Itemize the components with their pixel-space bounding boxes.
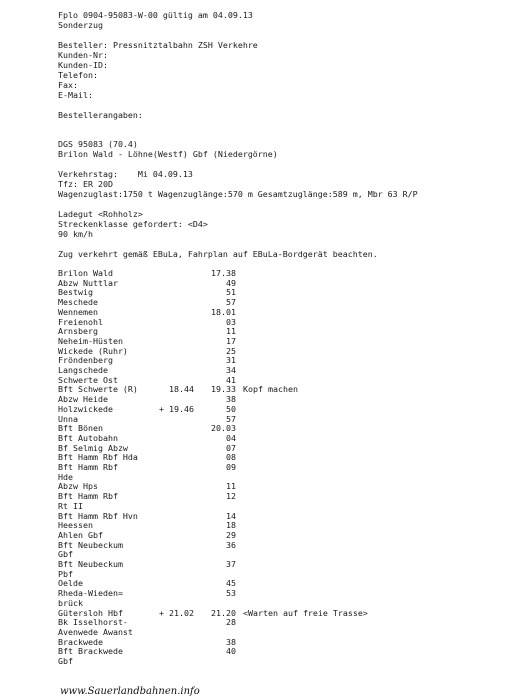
ebula-note: Zug verkehrt gemäß EBuLa, Fahrplan auf EBuLa-Bordgerät beachten. — [58, 249, 378, 259]
footer-watermark: www.Sauerlandbahnen.info — [60, 686, 200, 697]
stop-name: Brackwede — [58, 636, 103, 647]
stop-departure: 14 — [226, 510, 236, 521]
stop-name: Bft Brackwede — [58, 646, 123, 657]
stop-name: Oelde — [58, 578, 83, 589]
stop-departure: 40 — [226, 646, 236, 657]
stop-name: Brilon Wald — [58, 268, 113, 278]
stop-departure: 07 — [226, 442, 236, 453]
stop-departure: 18.01 — [211, 306, 236, 317]
stop-departure: 34 — [226, 365, 236, 375]
stop-departure: 57 — [226, 413, 236, 424]
stop-name: Bft Hamm Rbf Hda — [58, 452, 138, 463]
train-weights: Wagenzuglast:1750 t Wagenzuglänge:570 m Gesamtzuglänge:589 m, Mbr 63 R/P — [58, 189, 418, 199]
train-number: DGS 95083 (70.4) — [58, 139, 138, 149]
operating-day: Verkehrstag: Mi 04.09.13 — [58, 169, 193, 179]
stop-name: Bft Bönen — [58, 423, 103, 434]
stop-departure: 37 — [226, 559, 236, 569]
stop-name: Neheim-Hüsten — [58, 335, 123, 346]
email: E-Mail: — [58, 90, 93, 100]
stop-name: Bft Neubeckum — [58, 539, 123, 550]
stop-name: Wickede (Ruhr) — [58, 345, 128, 356]
header-line-1: Fplo 0904-95083-W-00 gültig am 04.09.13 — [58, 10, 253, 20]
stop-departure: 19.33 — [211, 384, 236, 395]
stop-name: Abzw Hps — [58, 481, 98, 492]
stop-departure: 29 — [226, 529, 236, 540]
stop-name: Holzwickede — [58, 403, 113, 414]
stop-departure: 25 — [226, 345, 236, 356]
stop-departure: 21.20 — [211, 607, 236, 618]
stop-name: Unna — [58, 413, 78, 424]
stop-departure: 36 — [226, 539, 236, 550]
stop-name: Arnsberg — [58, 326, 98, 337]
orderer-line: Besteller: Pressnitztalbahn ZSH Verkehre — [58, 40, 258, 50]
stop-note: Kopf machen — [243, 384, 298, 395]
stop-departure: 09 — [226, 462, 236, 472]
kunden-id: Kunden-ID: — [58, 60, 108, 70]
stop-departure: 28 — [226, 617, 236, 628]
stop-name: Gbf — [58, 656, 73, 666]
stop-arrival: + 19.46 — [159, 403, 194, 414]
stop-departure: 38 — [226, 636, 236, 647]
stop-name: Freienohl — [58, 316, 103, 327]
stop-name: Abzw Nuttlar — [58, 277, 118, 288]
stop-name: Bft Schwerte (R) — [58, 384, 138, 395]
stop-name: Gbf — [58, 549, 73, 560]
header-line-2: Sonderzug — [58, 20, 103, 30]
stop-departure: 45 — [226, 578, 236, 589]
stop-name: Heessen — [58, 520, 93, 531]
stop-name: Bft Hamm Rbf — [58, 491, 118, 502]
stop-name: Wennemen — [58, 306, 98, 317]
stop-name: Rt II — [58, 500, 83, 511]
traction-unit: Tfz: ER 20D — [58, 179, 113, 189]
stop-departure: 03 — [226, 316, 236, 327]
stop-departure: 51 — [226, 287, 236, 298]
stop-name: Bft Hamm Rbf Hvn — [58, 510, 138, 521]
stop-departure: 18 — [226, 520, 236, 531]
stop-arrival: 18.44 — [169, 384, 194, 395]
stop-departure: 17 — [226, 335, 236, 346]
stop-departure: 04 — [226, 432, 236, 443]
stop-departure: 50 — [226, 403, 236, 414]
stop-name: Langschede — [58, 365, 108, 375]
stop-name: Bf Selmig Abzw — [58, 442, 128, 453]
stop-name: Schwerte Ost — [58, 374, 118, 385]
stop-departure: 12 — [226, 491, 236, 502]
stop-name: Abzw Heide — [58, 394, 108, 405]
stop-departure: 20.03 — [211, 423, 236, 434]
stop-name: Bft Neubeckum — [58, 559, 123, 569]
stop-name: Hde — [58, 471, 73, 482]
max-speed: 90 km/h — [58, 229, 93, 239]
stop-departure: 49 — [226, 277, 236, 288]
stop-arrival: + 21.02 — [159, 607, 194, 618]
stop-name: Bk Isselhorst- — [58, 617, 128, 628]
stop-name: Bft Autobahn — [58, 432, 118, 443]
stop-name: Pbf — [58, 568, 73, 579]
kunden-nr: Kunden-Nr: — [58, 50, 108, 60]
stop-departure: 11 — [226, 481, 236, 492]
stop-name: Rheda-Wieden= — [58, 588, 123, 599]
stop-departure: 11 — [226, 326, 236, 337]
stop-name: Fröndenberg — [58, 355, 113, 366]
stop-name: Bestwig — [58, 287, 93, 298]
fax: Fax: — [58, 80, 78, 90]
stop-name: Avenwede Awanst — [58, 626, 133, 637]
stop-departure: 38 — [226, 394, 236, 405]
stop-name: brück — [58, 597, 83, 608]
stop-name: Gütersloh Hbf — [58, 607, 123, 618]
stop-departure: 08 — [226, 452, 236, 463]
cargo: Ladegut <Rohholz> — [58, 209, 143, 219]
stop-departure: 41 — [226, 374, 236, 385]
train-route: Brilon Wald - Löhne(Westf) Gbf (Niedergörne) — [58, 149, 278, 159]
orderer-details-label: Bestellerangaben: — [58, 110, 143, 120]
stop-departure: 17.38 — [211, 268, 236, 278]
stop-departure: 31 — [226, 355, 236, 366]
stop-name: Ahlen Gbf — [58, 529, 103, 540]
stop-name: Meschede — [58, 297, 98, 308]
track-class: Streckenklasse gefordert: <D4> — [58, 219, 208, 229]
stop-name: Bft Hamm Rbf — [58, 462, 118, 472]
stop-departure: 53 — [226, 588, 236, 599]
stop-departure: 57 — [226, 297, 236, 308]
telefon: Telefon: — [58, 70, 98, 80]
stop-note: <Warten auf freie Trasse> — [243, 607, 368, 618]
